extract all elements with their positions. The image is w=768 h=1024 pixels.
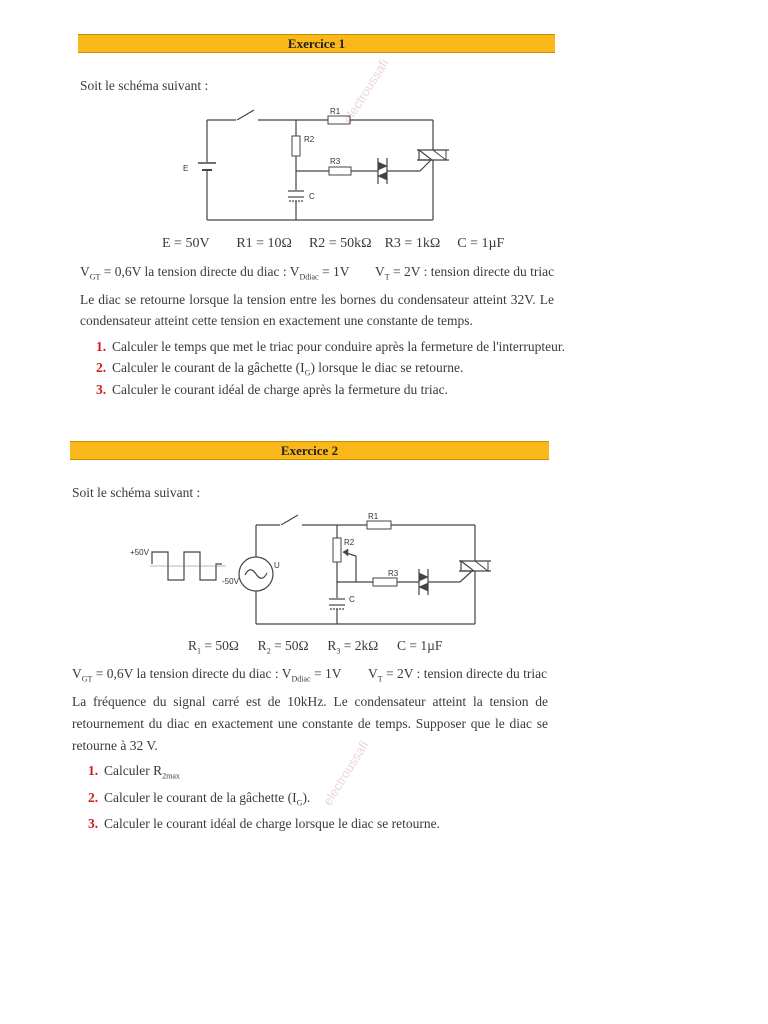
exercise-2-title: Exercice 2 — [280, 443, 339, 458]
exercise-1-vgt: $V_{GT} = 0,6V$ la tension directe du diac : $V_{Ddiac} = 1V$ — [80, 264, 350, 282]
exercise-1-question-2: 2. Calculer le courant de la gâchette $(I_G)$ lorsque le diac se retourne. — [96, 360, 464, 378]
exercise-1-intro: Soit le schéma suivant : — [80, 78, 209, 93]
param-C: C = 1µF — [397, 638, 443, 653]
label-plus-50v: +50V — [130, 548, 149, 557]
param-R3: R3 = 1kΩ — [384, 236, 441, 251]
watermark: electroussafi — [340, 56, 392, 126]
label-U: U — [274, 561, 280, 570]
label-C: C — [349, 595, 355, 604]
exercise-2-question-2: 2. Calculer le courant de la gâchette $(I_G)$. — [88, 790, 311, 808]
param-R1: R1 = 10Ω — [236, 236, 292, 251]
exercise-2-question-1: 1. Calculer $R_{2max}$ — [88, 763, 180, 781]
label-R3: R3 — [388, 569, 399, 578]
param-R1: = 50Ω — [201, 638, 239, 653]
label-R2: R2 — [344, 538, 355, 547]
label-R3: R3 — [330, 157, 341, 166]
exercise-1-title: Exercice 1 — [287, 36, 346, 51]
exercise-2-params: $R_1 = 50\Omega$ $R_2 = 50\Omega$ $R_3 = 2k\Omega$ C = 1µF — [188, 638, 443, 656]
exercise-1-question-1: 1. Calculer le temps que met le triac pour conduire après la fermeture de l'interrupteur. — [96, 339, 565, 354]
exercise-1-question-3: 3. Calculer le courant idéal de charge après la fermeture du triac. — [96, 382, 448, 397]
exercise-1-paragraph: Le diac se retourne lorsque la tension entre les bornes du condensateur atteint 32V. Le condensateur atteint cette tension en exactement une constante de temps. — [80, 292, 554, 328]
exercise-2-intro: Soit le schéma suivant : — [72, 485, 201, 500]
label-E: E — [183, 164, 189, 173]
watermark-2: electroussafi — [320, 738, 372, 808]
exercise-2-question-3: 3. Calculer le courant idéal de charge lorsque le diac se retourne. — [88, 816, 440, 831]
exercise-2-vgt: $V_{GT} = 0,6V$ la tension directe du diac : $V_{Ddiac} = 1V$ — [72, 666, 342, 684]
exercise-2-paragraph: La fréquence du signal carré est de 10kHz. Le condensateur atteint la tension de retournement du diac en exactement une constante de temps. Supposer que le diac se retourne à 32 V. — [72, 694, 548, 753]
label-R2: R2 — [304, 135, 315, 144]
param-R2: R2 = 50kΩ — [308, 236, 372, 251]
label-R1: R1 — [330, 107, 341, 116]
param-C: C = 1µF — [457, 236, 505, 251]
param-R2: = 50Ω — [270, 638, 309, 653]
exercise-1-vt: $V_T = 2V$ : tension directe du triac — [375, 264, 555, 282]
label-C: C — [309, 192, 315, 201]
label-R1: R1 — [368, 512, 379, 521]
label-minus-50v: -50V — [222, 577, 239, 586]
param-E: E = 50V — [162, 236, 210, 251]
param-R3: = 2kΩ — [340, 638, 379, 653]
exercise-2-vt: $V_T = 2V$ : tension directe du triac — [368, 666, 548, 684]
